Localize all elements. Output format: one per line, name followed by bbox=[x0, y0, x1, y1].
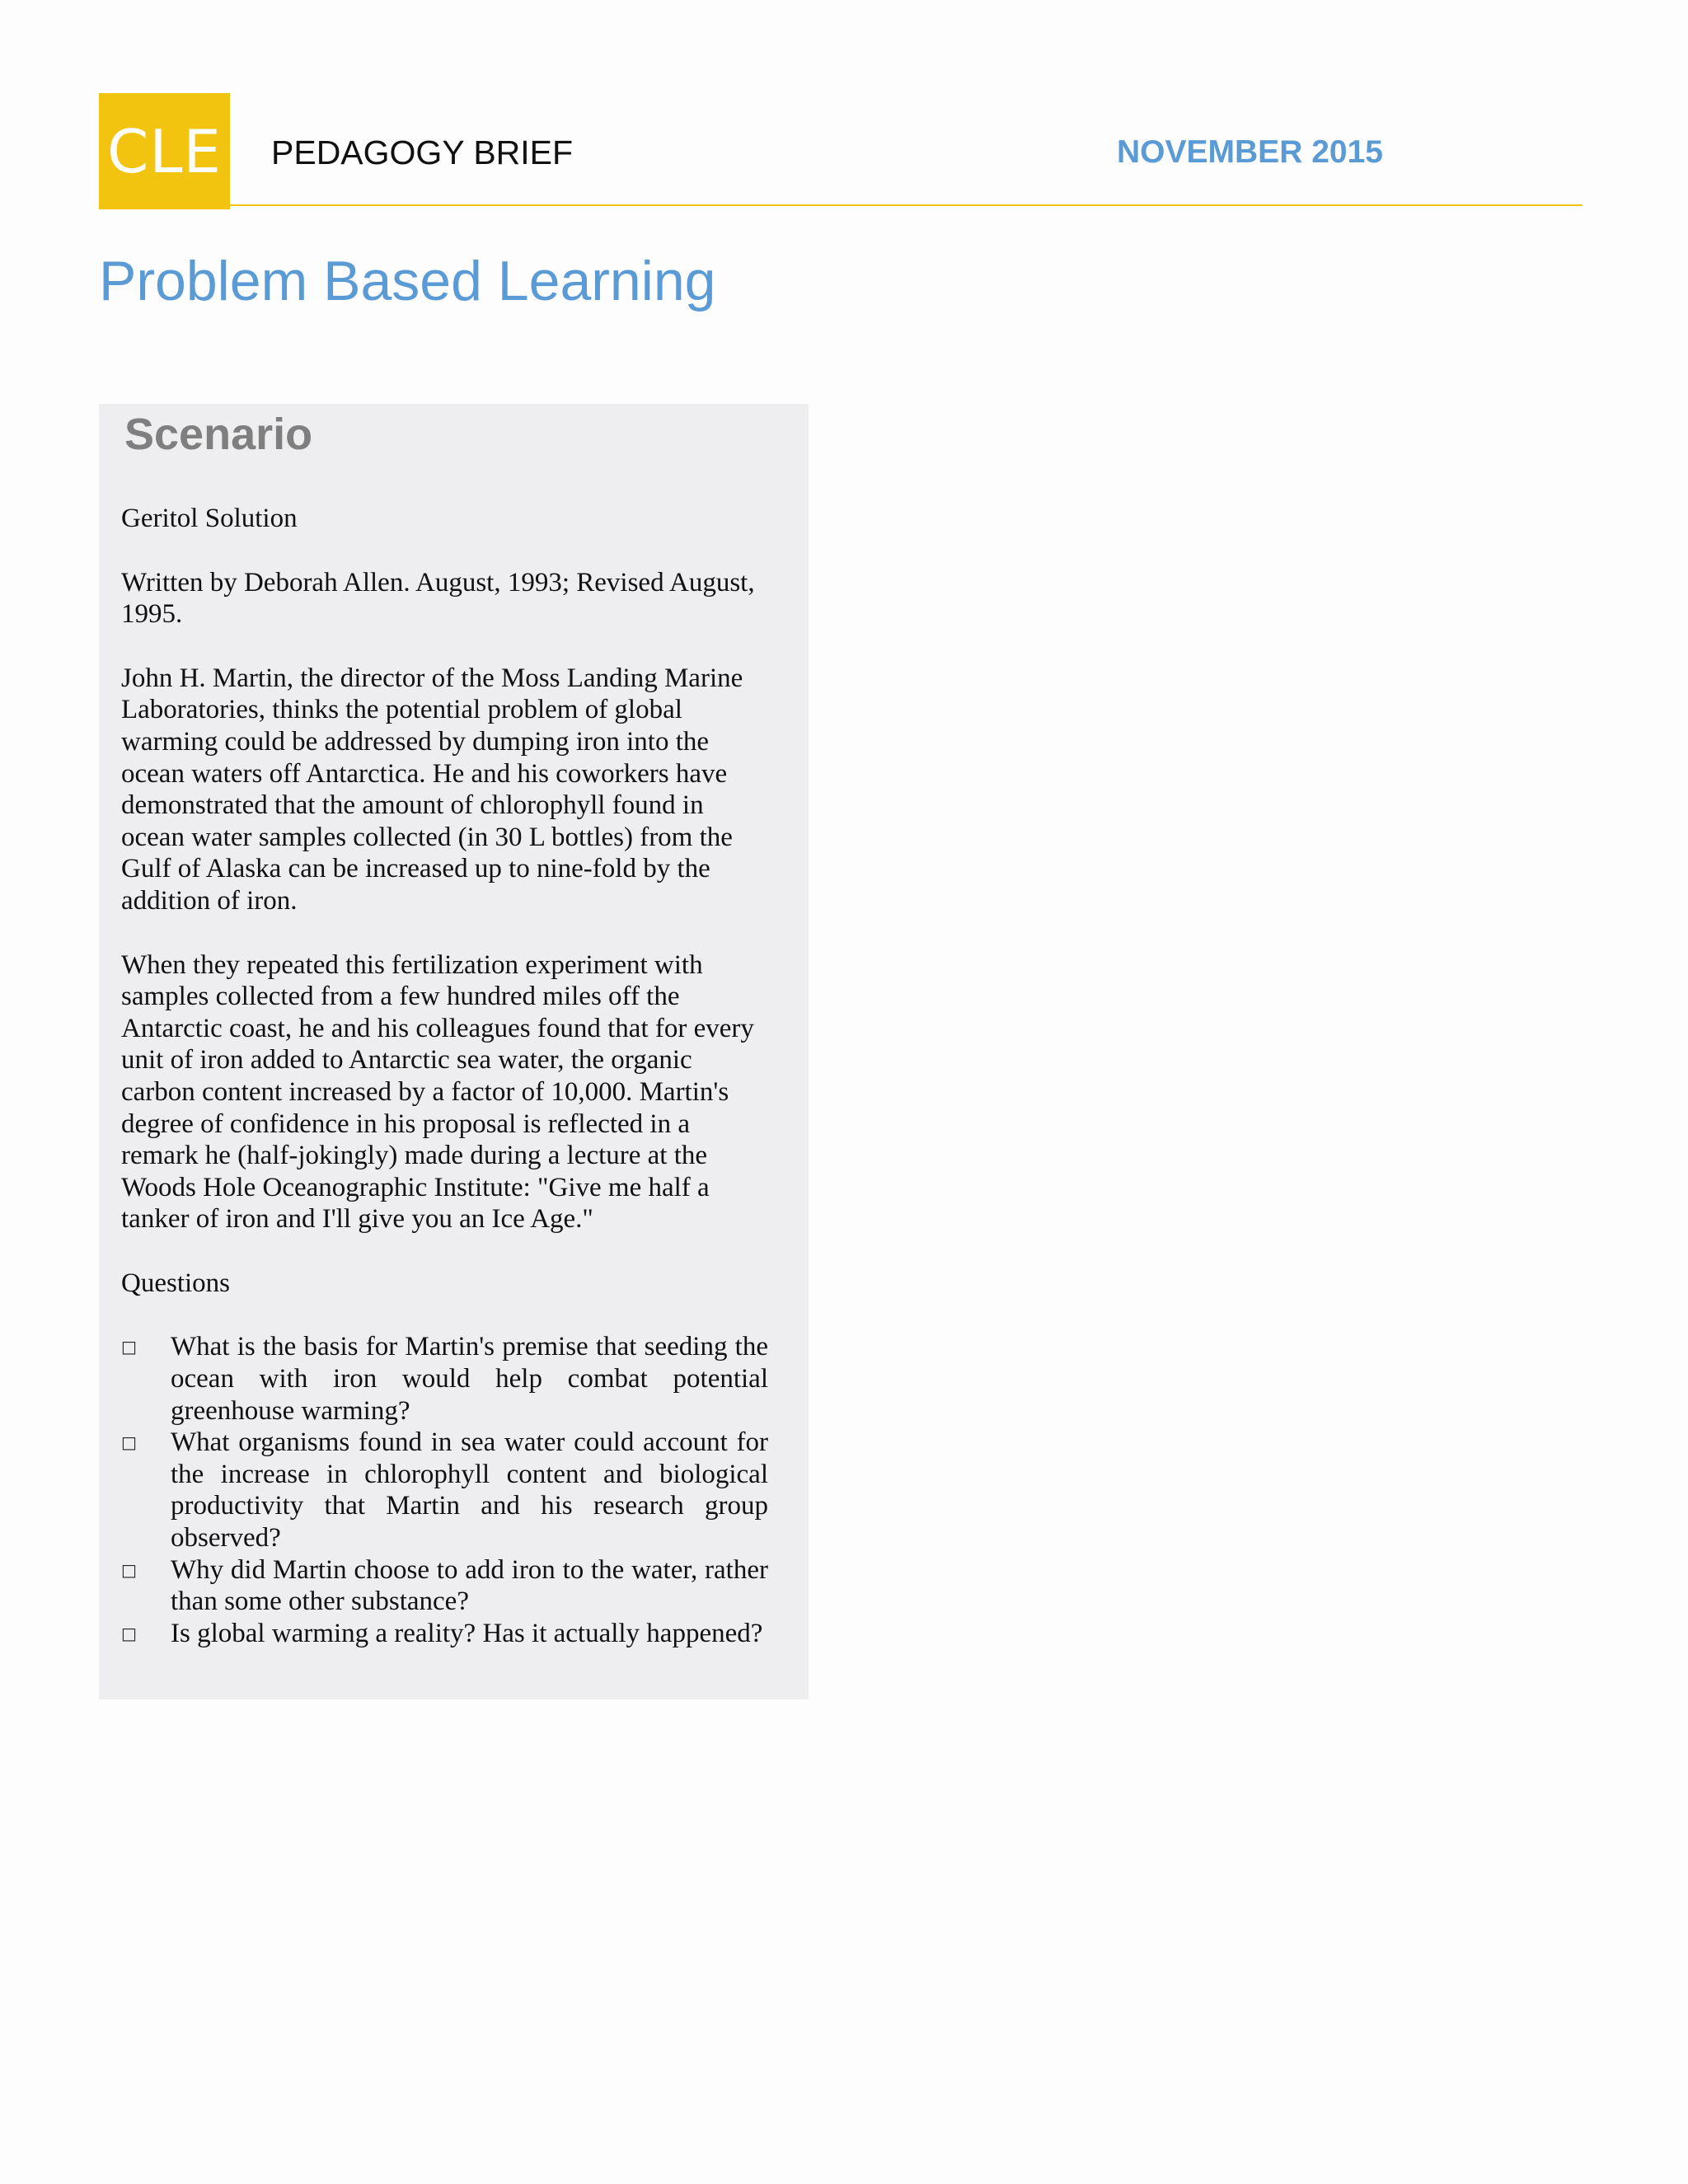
byline: Written by Deborah Allen. August, 1993; Revised August, 1995. bbox=[121, 567, 755, 630]
issue-date: NOVEMBER 2015 bbox=[1117, 134, 1383, 170]
questions-list bbox=[121, 1331, 768, 1649]
question-item bbox=[121, 1427, 768, 1554]
question-text: What organisms found in sea water could account for the increase in chlorophyll content and biological productivity that Martin and his research group observed? bbox=[171, 1427, 768, 1554]
checkbox-bullet-icon: □ bbox=[121, 1432, 137, 1453]
checkbox-bullet-icon: □ bbox=[121, 1623, 137, 1643]
checkbox-bullet-icon: □ bbox=[121, 1337, 137, 1357]
scenario-paragraph-1: John H. Martin, the director of the Moss Landing Marine Laboratories, thinks the potential problem of global warming could be addressed by dumping iron into the ocean waters off Antarctica. He and his coworkers have demonstrated that the amount of chlorophyll found in ocean water samples collected (in 30 L bottles) from the Gulf of Alaska can be increased up to nine-fold by the addition of iron. bbox=[121, 663, 743, 916]
header-divider bbox=[230, 204, 1582, 206]
cle-logo bbox=[99, 93, 230, 209]
scenario-paragraph-2: When they repeated this fertilization experiment with samples collected from a few hundred miles off the Antarctic coast, he and his colleagues found that for every unit of iron added to Antarctic sea water, the organic carbon content increased by a factor of 10,000. Martin's degree of confidence in his proposal is reflected in a remark he (half-jokingly) made during a lecture at the Woods Hole Oceanographic Institute: "Give me half a tanker of iron and I'll give you an Ice Age." bbox=[121, 949, 754, 1235]
case-title: Geritol Solution bbox=[121, 504, 298, 533]
question-text: Why did Martin choose to add iron to the water, rather than some other substance? bbox=[171, 1554, 768, 1617]
question-item bbox=[121, 1331, 768, 1427]
question-text: What is the basis for Martin's premise that seeding the ocean with iron would help combat potential greenhouse warming? bbox=[171, 1332, 768, 1426]
question-item bbox=[121, 1554, 768, 1618]
question-text: Is global warming a reality? Has it actually happened? bbox=[171, 1618, 763, 1648]
checkbox-bullet-icon: □ bbox=[121, 1559, 137, 1580]
page-title: Problem Based Learning bbox=[99, 250, 716, 312]
logo-text: CLE bbox=[107, 116, 222, 186]
scenario-content bbox=[121, 503, 768, 1649]
scenario-panel bbox=[99, 404, 809, 1699]
scenario-heading: Scenario bbox=[124, 410, 313, 459]
questions-heading: Questions bbox=[121, 1268, 230, 1298]
brief-type-label: PEDAGOGY BRIEF bbox=[271, 134, 574, 171]
question-item bbox=[121, 1618, 768, 1650]
